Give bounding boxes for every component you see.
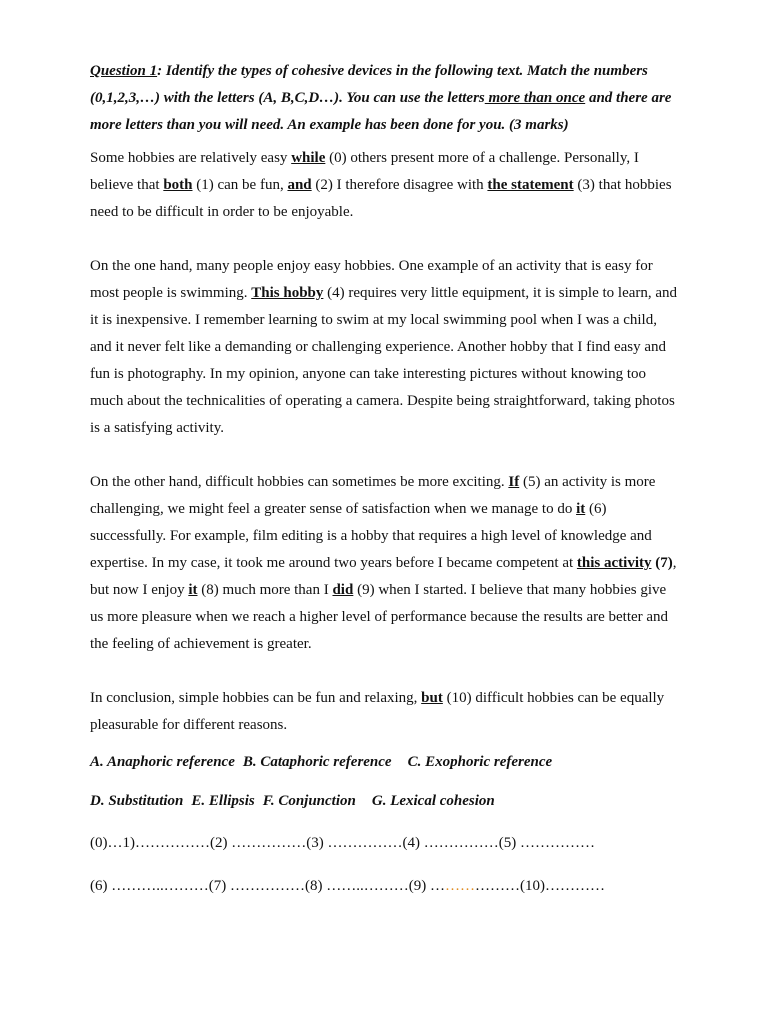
option-b: B. Cataphoric reference bbox=[242, 754, 392, 770]
option-f: F. Conjunction bbox=[262, 793, 356, 809]
paragraph-4: In conclusion, simple hobbies can be fun and relaxing, but (10) difficult hobbies can be equally pleasurable for different reasons. bbox=[90, 690, 665, 733]
cohesive-word-8: it bbox=[188, 582, 198, 598]
cohesive-word-0: while bbox=[291, 150, 326, 166]
cohesive-word-6: it bbox=[576, 501, 586, 517]
cohesive-word-9: did bbox=[332, 582, 354, 598]
number-7: (7) bbox=[651, 555, 673, 571]
option-c: C. Exophoric reference bbox=[407, 754, 553, 770]
cohesive-word-4: This hobby bbox=[251, 285, 324, 301]
paragraph-2: On the one hand, many people enjoy easy hobbies. One example of an activity that is easy for most people is swimming. This hobby (4) requires very little equipment, it is simple to learn, and it is inexpensive. I remember learning to swim at my local swimming pool when I was a child, and it never felt like a demanding or challenging experience. Another hobby that I find easy and fun is photography. In my opinion, anyone can take interesting pictures without knowing too much about the technicalities of operating a camera. Despite being straightforward, taking photos is a satisfying activity. bbox=[90, 258, 678, 436]
highlighted-dots: …… bbox=[444, 878, 475, 894]
cohesive-word-10: but bbox=[421, 690, 443, 706]
cohesive-word-1: both bbox=[163, 177, 193, 193]
question-label: Question 1 bbox=[90, 63, 158, 79]
cohesive-word-3: the statement bbox=[487, 177, 574, 193]
worksheet-page bbox=[90, 58, 682, 900]
option-g: G. Lexical cohesion bbox=[371, 793, 495, 809]
paragraph-1: Some hobbies are relatively easy while (0) others present more of a challenge. Personally, I believe that both (1) can be fun, and (2) I therefore disagree with the statement (3) that hobbies need to be difficult in order to be enjoyable. bbox=[90, 150, 672, 220]
option-a: A. Anaphoric reference bbox=[90, 754, 235, 770]
options-row-2 bbox=[90, 788, 682, 815]
cohesive-word-7: this activity bbox=[576, 555, 652, 571]
question-instruction: Question 1: Identify the types of cohesive devices in the following text. Match the numbers (0,1,2,3,…) with the letters (A, B,C,D…). You can use the letters more than once and there are more letters than you will need. An example has been done for you. (3 marks) bbox=[90, 63, 672, 133]
cohesive-word-2: and bbox=[287, 177, 312, 193]
option-e: E. Ellipsis bbox=[191, 793, 255, 809]
option-d: D. Substitution bbox=[90, 793, 184, 809]
paragraph-3: On the other hand, difficult hobbies can sometimes be more exciting. If (5) an activity is more challenging, we might feel a greater sense of satisfaction when we manage to do it (6) successfully. For example, film editing is a hobby that requires a high level of knowledge and expertise. In my case, it took me around two years before I became competent at this activity (7), but now I enjoy it (8) much more than I did (9) when I started. I believe that many hobbies give us more pleasure when we reach a higher level of performance because the results are better and the feeling of achievement is greater. bbox=[90, 474, 677, 652]
answer-line-2[interactable]: (6) ………..………(7) ……………(8) ……..………(9) ………………(10)………… bbox=[90, 878, 605, 894]
cohesive-word-5: If bbox=[508, 474, 520, 490]
answer-line-1[interactable]: (0)…1)……………(2) ……………(3) ……………(4) ……………(5) …………… bbox=[90, 835, 595, 851]
options-row-1 bbox=[90, 749, 682, 776]
emphasis-more-than-once: more than once bbox=[484, 90, 586, 106]
